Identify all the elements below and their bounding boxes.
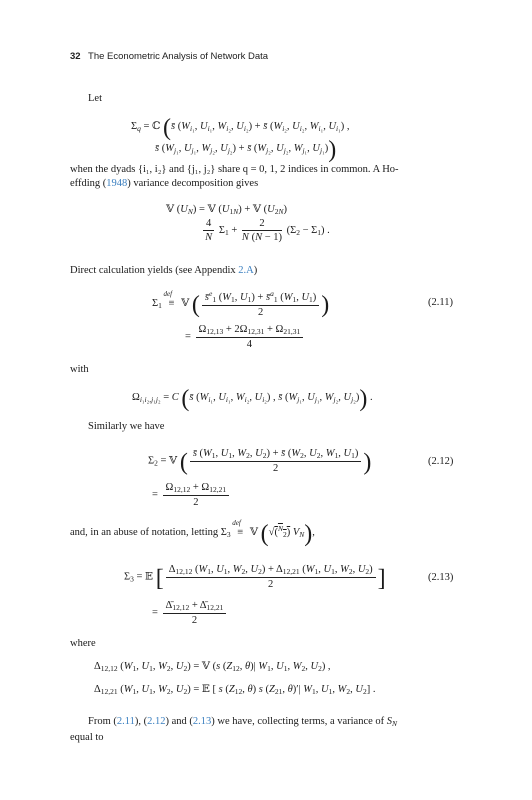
omega-definition: $\Omega_{i_1i_2,j_1j_2} = C$ (s̄ ($W_{i_1}$, $U_{i_1}$, $W_{i_2}$, $U_{i_2}$) , s̄ ($W_{j_1}$, $U_{j_1}$, $W_{j_2}$, $U_{j_2}$)) . xyxy=(132,386,373,412)
paragraph-from: From (2.11), (2.12) and (2.13) we have, collecting terms, a variance of $S_N$ equal to xyxy=(70,716,398,743)
appendix-link[interactable]: 2.A xyxy=(238,265,254,276)
running-title: The Econometric Analysis of Network Data xyxy=(88,51,269,62)
eq-2-11-line2: = $\frac{\Omega_{12,13} + 2\Omega_{12,31} + \Omega_{21,31}}{4}$ xyxy=(185,324,305,350)
sigma-q-eq-line2: s̄ ($W_{j_1}$, $U_{j_1}$, $W_{j_2}$, $U_{j_2}$) + s̄ ($W_{j_2}$, $U_{j_2}$, $W_{j_1}$, $U_{j_1}$)) xyxy=(155,137,337,163)
eq-2-12-line1: $\Sigma_2$ = 𝕍 ( $\frac{s̄ (W_1, U_1, W_2, U_2) + s̄ (W_2, U_2, W_1, U_1)}{2}$ ) xyxy=(148,448,372,476)
eq-2-12-line2: = $\frac{\Omega_{12,12} + \Omega_{12,21}}{2}$ xyxy=(152,482,231,508)
eq-2-13-link[interactable]: 2.13 xyxy=(192,716,212,727)
delta-definition-2: $\Delta_{12,21}$ ($W_1$, $U_1$, $W_2$, $U_2$) = 𝔼 [ s ($Z_{12}$, θ) s ($Z_{21}$, θ)′| $W_1$, $U_1$, $W_2$, $U_2$] . xyxy=(94,683,376,696)
abuse-of-notation-line: and, in an abuse of notation, letting $\Sigma_3$ def ≡ 𝕍 (√($^N_2$) $V_N$), xyxy=(70,519,315,547)
delta-definition-1: $\Delta_{12,12}$ ($W_1$, $U_1$, $W_2$, $U_2$) = 𝕍 (s ($Z_{12}$, θ)| $W_1$, $U_1$, $W_2$, $U_2$) , xyxy=(94,660,331,673)
similarly-line: Similarly we have xyxy=(88,421,165,432)
eq-number-2-11: (2.11) xyxy=(428,297,453,308)
with-line: with xyxy=(70,364,89,375)
citation-link[interactable]: 1948 xyxy=(106,178,128,189)
eq-2-13-line2: = $\frac{\Deltā_{12,12} + \Deltā_{12,21}}{2}$ xyxy=(152,600,228,626)
eq-number-2-13: (2.13) xyxy=(428,572,454,583)
page-number: 32 xyxy=(70,51,81,62)
running-head xyxy=(70,51,268,62)
where-line: where xyxy=(70,638,96,649)
eq-2-11-line1: $\Sigma_1$ def ≡ 𝕍 ( $\frac{s̄^e_1 (W_1, U_1) + s̄^a_1 (W_1, U_1)}{2}$ ) xyxy=(152,289,330,318)
eq-2-13-line1: $\Sigma_3$ = 𝔼 [ $\frac{\Delta_{12,12} (W_1, U_1, W_2, U_2) + \Delta_{12,21} (W_1, U_1, W_2, U_2)}{2}$ ] xyxy=(124,564,386,592)
eq-2-11-link[interactable]: 2.11 xyxy=(116,716,135,727)
sigma-q-eq-line1: $\Sigma_q$ = ℂ (s̄ ($W_{i_1}$, $U_{i_1}$, $W_{i_2}$, $U_{i_2}$) + s̄ ($W_{i_2}$, $U_{i_2}$, $W_{i_1}$, $U_{i_1}$) , xyxy=(131,115,350,141)
paragraph-dyads: when the dyads {i₁, i₂} and {j₁, j₂} share q = 0, 1, 2 indices in common. A Ho- effding (1948) variance decomposition gives xyxy=(70,164,399,189)
variance-decomp-line1: 𝕍 $(U_N)$ = 𝕍 $(U_{1N})$ + 𝕍 $(U_{2N})$ xyxy=(166,203,288,216)
eq-2-12-link[interactable]: 2.12 xyxy=(147,716,166,727)
paragraph-direct: Direct calculation yields (see Appendix 2.A) xyxy=(70,265,258,276)
variance-decomp-line2: $\frac{4}{N}$ $\Sigma_1$ + $\frac{2}{N (N - 1)}$ $(\Sigma_2 - \Sigma_1)$ . xyxy=(201,218,330,243)
let-line: Let xyxy=(88,93,102,104)
eq-number-2-12: (2.12) xyxy=(428,456,454,467)
